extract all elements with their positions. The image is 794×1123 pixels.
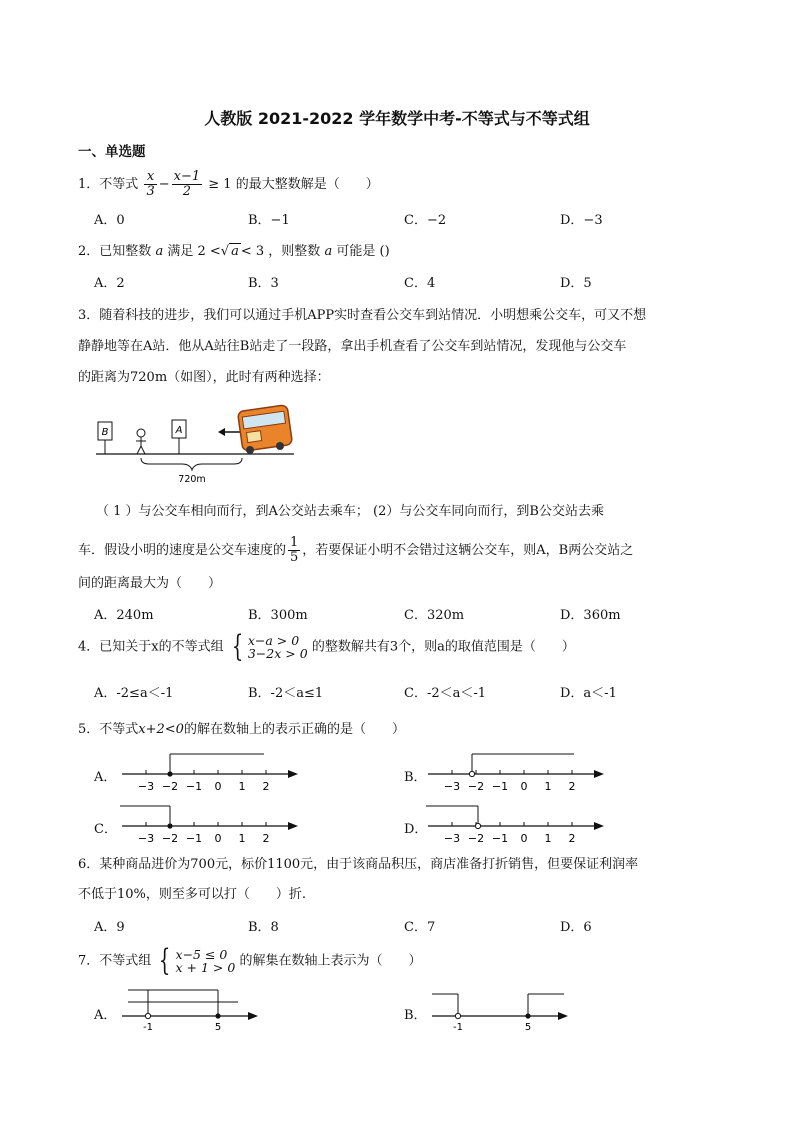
option-d[interactable]: D．a＜-1 — [560, 686, 617, 701]
endpoint-dot — [167, 823, 172, 828]
fraction: $\frac{1}{5}$ — [290, 535, 299, 565]
inequality-system: x−a > 0 3−2x > 0 — [247, 633, 308, 661]
tick-label: 5 — [214, 1022, 222, 1033]
axis-arrow-icon — [288, 822, 298, 830]
number-line-d[interactable] — [424, 802, 609, 848]
question-text: 的整数解共有3个，则a的取值范围是（ ） — [311, 639, 575, 655]
question-text: 的解在数轴上的表示正确的是（ ） — [183, 722, 405, 737]
tick-label: 0 — [520, 832, 528, 845]
sqrt-sign: √ — [220, 244, 230, 259]
question-text: 的解集在数轴上表示为（ ） — [239, 953, 422, 969]
fraction: $\frac{x-1}{2}$ — [173, 169, 201, 199]
question-5 — [78, 718, 405, 737]
tick-label: 1 — [238, 780, 246, 793]
question-text: 某种商品进价为700元，标价1100元，由于该商品积压，商店准备打折销售，但要保证利润率 — [99, 857, 639, 872]
option-b[interactable]: B．−1 — [248, 213, 290, 228]
question-text: 满足 — [167, 244, 194, 259]
axis-arrow-icon — [558, 1012, 568, 1020]
question-text: 已知关于x的不等式组 — [99, 639, 224, 655]
question-3-line-1 — [78, 304, 646, 323]
option-b[interactable]: B．300m — [248, 608, 308, 623]
question-text: ，则整数 — [268, 244, 321, 259]
inequality-system: x−5 ≤ 0 x + 1 > 0 — [175, 947, 236, 975]
variable: a — [155, 244, 164, 259]
endpoint-dot — [215, 1013, 220, 1018]
distance-label: 720m — [178, 474, 206, 485]
tick-label: −1 — [491, 780, 509, 793]
option-b[interactable]: B．3 — [248, 276, 279, 291]
tick-label: −3 — [443, 832, 461, 845]
axis-arrow-icon — [248, 1012, 258, 1020]
question-text: 已知整数 — [99, 244, 152, 259]
stop-b-label: B — [101, 427, 109, 438]
option-c[interactable]: C． — [94, 822, 117, 837]
stop-a-label: A — [175, 425, 183, 436]
endpoint-dot — [525, 1013, 530, 1018]
fraction: $\frac{x}{3}$ — [146, 169, 155, 199]
radicand: a — [231, 244, 239, 259]
endpoint-dot — [167, 771, 172, 776]
question-number: 2． — [78, 244, 100, 259]
inequality-right: < 3 — [240, 244, 265, 259]
tick-label: −3 — [443, 780, 461, 793]
question-1 — [78, 170, 379, 199]
question-number: 1． — [78, 177, 100, 192]
bus-stop-figure — [94, 400, 299, 490]
option-a[interactable]: A．2 — [94, 276, 125, 291]
inequality-expression: x+2<0 — [138, 722, 184, 737]
option-a[interactable]: A． — [94, 1008, 117, 1023]
number-line-c[interactable] — [118, 802, 303, 848]
question-number: 5． — [78, 722, 100, 737]
option-b[interactable]: B． — [404, 770, 427, 785]
tick-label: −2 — [467, 832, 485, 845]
option-d[interactable]: D．5 — [560, 276, 592, 291]
question-3-line-5 — [78, 536, 633, 565]
tick-label: 0 — [214, 832, 222, 845]
endpoint-circle — [145, 1013, 150, 1018]
option-a[interactable]: A．0 — [94, 213, 125, 228]
question-number: 6． — [78, 857, 100, 872]
tick-label: −3 — [137, 780, 155, 793]
option-a[interactable]: A．240m — [94, 608, 154, 623]
option-b[interactable]: B．-2＜a≤1 — [248, 686, 324, 701]
option-a[interactable]: A．-2≤a＜-1 — [94, 686, 174, 701]
brace: { — [231, 629, 244, 664]
option-d[interactable]: D． — [404, 822, 428, 837]
option-d[interactable]: D．360m — [560, 608, 621, 623]
tick-label: 5 — [524, 1022, 532, 1033]
question-3-line-4: （ 1 ）与公交车相向而行，到A公交站去乘车； (2）与公交车同向而行，到B公交站去乘 — [96, 504, 604, 519]
tick-label: −2 — [467, 780, 485, 793]
question-2 — [78, 240, 390, 259]
tick-label: 1 — [238, 832, 246, 845]
option-c[interactable]: C．320m — [404, 608, 465, 623]
question-text: 不等式 — [99, 177, 139, 192]
tick-label: 2 — [262, 832, 270, 845]
bus-icon — [237, 405, 292, 454]
question-3-line-3: 的距离为720m（如图），此时有两种选择： — [78, 370, 330, 385]
tick-label: −3 — [137, 832, 155, 845]
endpoint-circle — [475, 823, 480, 828]
question-6-line-1 — [78, 853, 638, 872]
page-title: 人教版 2021-2022 学年数学中考-不等式与不等式组 — [204, 109, 590, 128]
person-icon — [137, 429, 145, 437]
tick-label: −1 — [491, 832, 509, 845]
tick-label: -1 — [453, 1022, 463, 1033]
inequality-left: 2 < — [197, 244, 221, 259]
tick-label: 2 — [568, 832, 576, 845]
distance-brace — [141, 458, 242, 470]
question-text: 随着科技的进步，我们可以通过手机APP实时查看公交车到站情况．小明想乘公交车，可又不想 — [99, 308, 647, 323]
option-b[interactable]: B．8 — [248, 920, 279, 935]
axis-arrow-icon — [594, 822, 604, 830]
question-4 — [78, 629, 575, 664]
option-c[interactable]: C．4 — [404, 276, 436, 291]
option-b[interactable]: B． — [404, 1008, 427, 1023]
option-a[interactable]: A． — [94, 770, 117, 785]
option-c[interactable]: C．−2 — [404, 213, 447, 228]
question-number: 3． — [78, 308, 100, 323]
question-3-line-6: 间的距离最大为（ ） — [78, 576, 222, 591]
tick-label: −2 — [161, 832, 179, 845]
tick-label: −1 — [185, 832, 203, 845]
tick-label: 0 — [214, 780, 222, 793]
question-7 — [78, 943, 422, 978]
number-line-a[interactable] — [118, 750, 303, 796]
tick-label: 1 — [544, 832, 552, 845]
question-3-line-2: 静静地等在A站．他从A站往B站走了一段路，拿出手机查看了公交车到站情况，发现他与公交车 — [78, 339, 627, 354]
question-text: ，若要保证小明不会错过这辆公交车，则A，B两公交站之 — [302, 543, 634, 558]
question-text: 不等式组 — [99, 953, 152, 969]
question-6-line-2: 不低于10%，则至多可以打（ ）折. — [78, 887, 307, 902]
option-d[interactable]: D．−3 — [560, 213, 603, 228]
question-number: 4． — [78, 639, 100, 655]
relation: ≥ 1 — [208, 177, 232, 192]
axis-arrow-icon — [594, 770, 604, 778]
option-c[interactable]: C．7 — [404, 920, 436, 935]
tick-label: 1 — [544, 780, 552, 793]
tick-label: −2 — [161, 780, 179, 793]
tick-label: 0 — [520, 780, 528, 793]
endpoint-circle — [469, 771, 474, 776]
brace: { — [159, 943, 171, 978]
axis-arrow-icon — [288, 770, 298, 778]
question-text: 车．假设小明的速度是公交车速度的 — [78, 543, 287, 558]
question-text: 不等式 — [99, 722, 139, 737]
number-line-b[interactable] — [424, 750, 609, 796]
option-d[interactable]: D．6 — [560, 920, 592, 935]
question-text: 的最大整数解是（ ） — [235, 177, 379, 192]
question-text: 可能是 () — [336, 244, 390, 259]
number-line-q7-b[interactable] — [428, 986, 573, 1036]
tick-label: 2 — [262, 780, 270, 793]
option-a[interactable]: A．9 — [94, 920, 125, 935]
endpoint-circle — [455, 1013, 460, 1018]
number-line-q7-a[interactable] — [118, 986, 263, 1036]
question-number: 7． — [78, 953, 100, 969]
option-c[interactable]: C．-2＜a＜-1 — [404, 686, 487, 701]
tick-label: -1 — [143, 1022, 153, 1033]
variable: a — [324, 244, 333, 259]
section-heading: 一、单选题 — [78, 144, 146, 160]
tick-label: −1 — [185, 780, 203, 793]
tick-label: 2 — [568, 780, 576, 793]
minus-sign: − — [158, 177, 170, 192]
